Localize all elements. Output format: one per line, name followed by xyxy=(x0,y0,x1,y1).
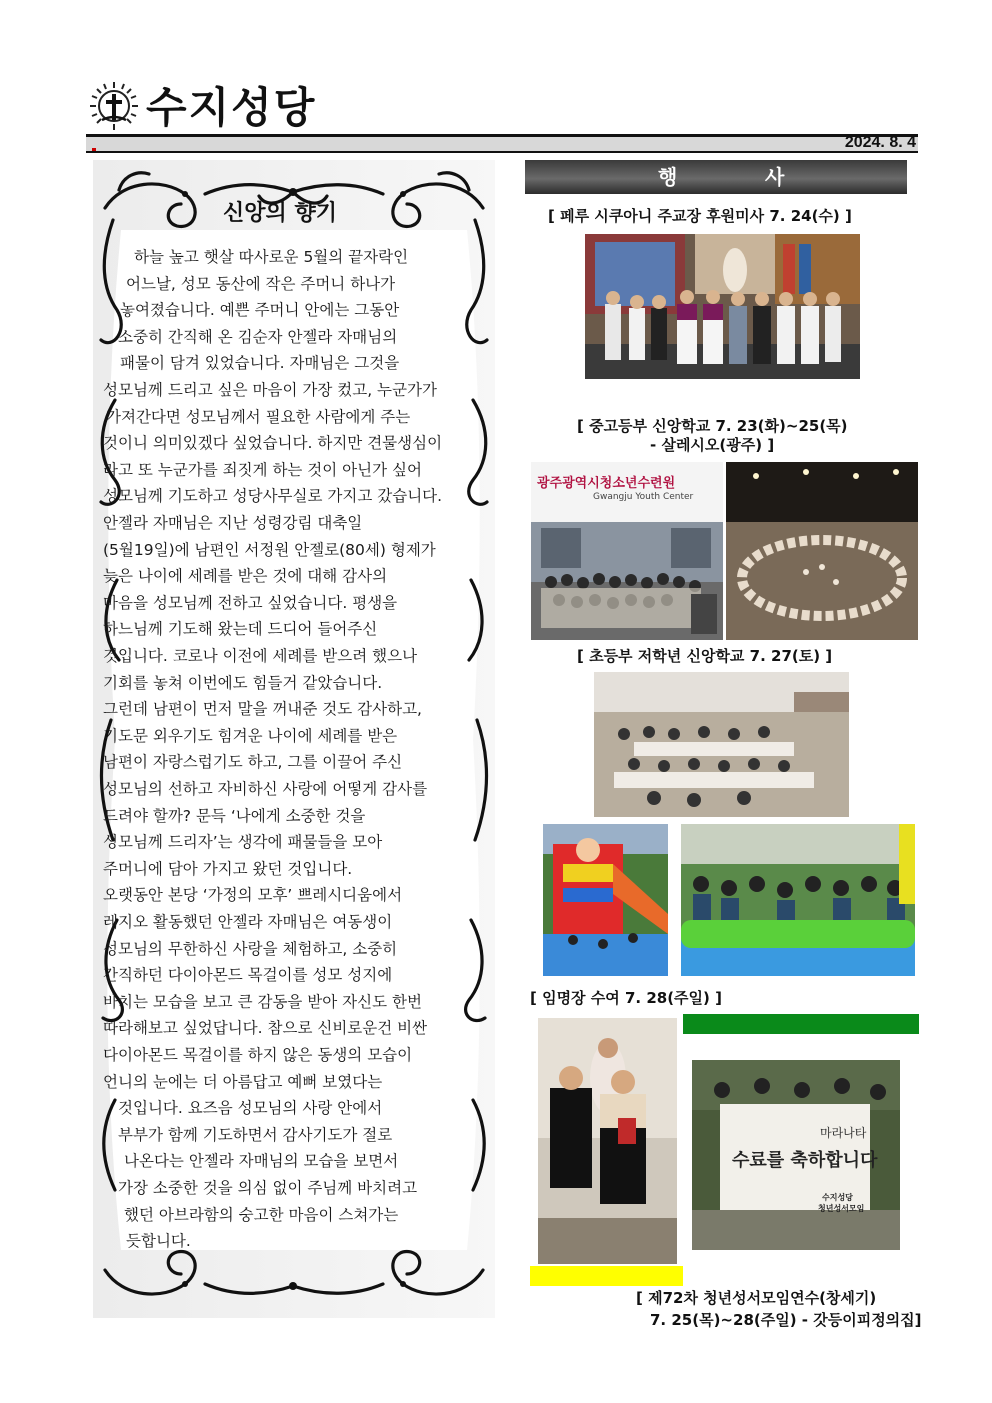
red-mark xyxy=(92,148,96,151)
article-line: 마음을 성모님께 전하고 싶었습니다. 평생을 xyxy=(103,593,398,612)
article-line: 하느님께 기도해 왔는데 드디어 들어주신 xyxy=(103,620,378,639)
article-line: 언니의 눈에는 더 아름답고 예뻐 보였다는 xyxy=(103,1072,383,1091)
photo-water-play xyxy=(681,824,915,976)
article-line: 늦은 나이에 세례를 받은 것에 대해 감사의 xyxy=(103,567,388,586)
article-line: 하늘 높고 햇살 따사로운 5월의 끝자락인 xyxy=(134,248,409,266)
caption-youth-school-1: [ 중고등부 신앙학교 7. 23(화)~25(목) xyxy=(577,417,848,435)
events-heading-left: 행 xyxy=(658,165,678,189)
article-line: 놓여졌습니다. 예쁜 주머니 안에는 그동안 xyxy=(120,301,400,320)
article-line: 그런데 남편이 먼저 말을 꺼내준 것도 감사하고, xyxy=(103,700,422,719)
article-line: 패물이 담겨 있었습니다. 자매님은 그것을 xyxy=(120,354,400,373)
article-line: 성모님께 기도하고 성당사무실로 가지고 갔습니다. xyxy=(103,487,443,506)
article-line: 소중히 간직해 온 김순자 안젤라 자매님의 xyxy=(118,327,398,346)
article-line: 성모님께 드리고 싶은 마음이 가장 컸고, 누군가가 xyxy=(103,381,437,399)
article-line: 라고 또 누군가를 죄짓게 하는 것이 아닌가 싶어 xyxy=(103,460,422,479)
article-line: 레지오 활동했던 안젤라 자매님은 여동생이 xyxy=(103,913,393,931)
photo-youth-center-group xyxy=(531,462,723,640)
article-line: 가져간다면 성모님께서 필요한 사람에게 주는 xyxy=(106,407,411,426)
caption-elementary-school: [ 초등부 저학년 신앙학교 7. 27(토) ] xyxy=(577,647,833,665)
photo-bouncy-castle xyxy=(543,824,668,976)
article-line: 성모님의 무한하신 사랑을 체험하고, 소중히 xyxy=(103,939,398,958)
article-line: 드려야 할까? 문득 ‘나에게 소중한 것을 xyxy=(103,806,366,825)
photo-appointment-ceremony xyxy=(538,1018,677,1264)
page-title: 수지성당 xyxy=(146,83,317,132)
parish-logo-icon xyxy=(88,80,140,132)
banner-main-text: 수료를 축하합니다 xyxy=(732,1150,878,1171)
issue-date: 2024. 8. 4 xyxy=(844,134,916,151)
article-line: 것이니 의미있겠다 싶었습니다. 하지만 견물생심이 xyxy=(103,434,443,453)
article-line: 다이아몬드 목걸이를 하지 않은 동생의 모습이 xyxy=(103,1046,413,1064)
caption-youth-school-2: - 살레시오(광주) ] xyxy=(650,436,775,454)
youth-center-sign-en: Gwangju Youth Center xyxy=(593,492,694,502)
article-line: 성모님께 드리자’는 생각에 패물들을 모아 xyxy=(103,833,383,852)
article-line: 성모님의 선하고 자비하신 사랑에 어떻게 감사를 xyxy=(103,780,428,798)
article-line: 나온다는 안젤라 자매님의 모습을 보면서 xyxy=(124,1152,399,1171)
article-line: 기회를 놓쳐 이번에도 힘들거 같았습니다. xyxy=(103,673,383,692)
article-line: 기도문 외우기도 힘겨운 나이에 세례를 받은 xyxy=(103,726,398,745)
article-line: 안젤라 자매님은 지난 성령강림 대축일 xyxy=(103,514,363,532)
article-line: 부부가 함께 기도하면서 감사기도가 절로 xyxy=(118,1125,393,1144)
article-line: 따라해보고 싶었답니다. 참으로 신비로운건 비싼 xyxy=(103,1019,428,1038)
banner-org-2: 청년성서모임 xyxy=(818,1204,865,1213)
caption-bible-retreat-1: [ 제72차 청년성서모임연수(창세기) xyxy=(636,1289,877,1307)
article-line: 오랫동안 본당 ‘가정의 모후’ 쁘레시디움에서 xyxy=(103,886,403,905)
caption-peru-mass: [ 페루 시쿠아니 주교장 후원미사 7. 24(수) ] xyxy=(548,207,852,225)
article-line: 어느날, 성모 동산에 작은 주머니 하나가 xyxy=(126,274,396,293)
events-heading xyxy=(525,160,907,194)
photo-peru-mass-group xyxy=(585,234,860,379)
article-line: 것입니다. 코로나 이전에 세례를 받으려 했으나 xyxy=(103,647,418,665)
events-heading-right: 사 xyxy=(765,165,785,189)
photo-cafeteria-meal xyxy=(594,672,849,817)
faith-section-title: 신앙의 향기 xyxy=(223,201,337,226)
banner-side-text: 마라나타 xyxy=(820,1126,867,1140)
youth-center-sign: 광주광역시청소년수련원 xyxy=(537,476,676,491)
caption-appointment: [ 임명장 수여 7. 28(주일) ] xyxy=(530,989,722,1007)
article-line: (5월19일)에 남편인 서정원 안젤로(80세) 형제가 xyxy=(103,540,436,559)
caption-bible-retreat-2: 7. 25(목)~28(주일) - 갓등이피정의집] xyxy=(650,1311,922,1329)
article-line: 남편이 자랑스럽기도 하고, 그를 이끌어 주신 xyxy=(103,753,403,772)
header-bar xyxy=(86,137,918,153)
article-line: 간직하던 다이아몬드 목걸이를 성모 성지에 xyxy=(103,966,393,985)
article-line: 바치는 모습을 보고 큰 감동을 받아 자신도 한번 xyxy=(103,992,422,1011)
article-line: 것입니다. 요즈음 성모님의 사랑 안에서 xyxy=(118,1099,383,1118)
banner-org-1: 수지성당 xyxy=(822,1193,853,1202)
article-line: 했던 아브라함의 숭고한 마음이 스쳐가는 xyxy=(124,1205,399,1224)
yellow-highlight-bar xyxy=(530,1266,683,1286)
photo-circle-activity xyxy=(726,462,918,640)
article-line: 듯합니다. xyxy=(126,1232,191,1251)
article-line: 주머니에 담아 가지고 왔던 것입니다. xyxy=(103,859,353,878)
article-line: 가장 소중한 것을 의심 없이 주님께 바치려고 xyxy=(118,1179,418,1197)
photo-bible-retreat-group xyxy=(692,1060,900,1250)
green-highlight-bar xyxy=(683,1014,919,1034)
